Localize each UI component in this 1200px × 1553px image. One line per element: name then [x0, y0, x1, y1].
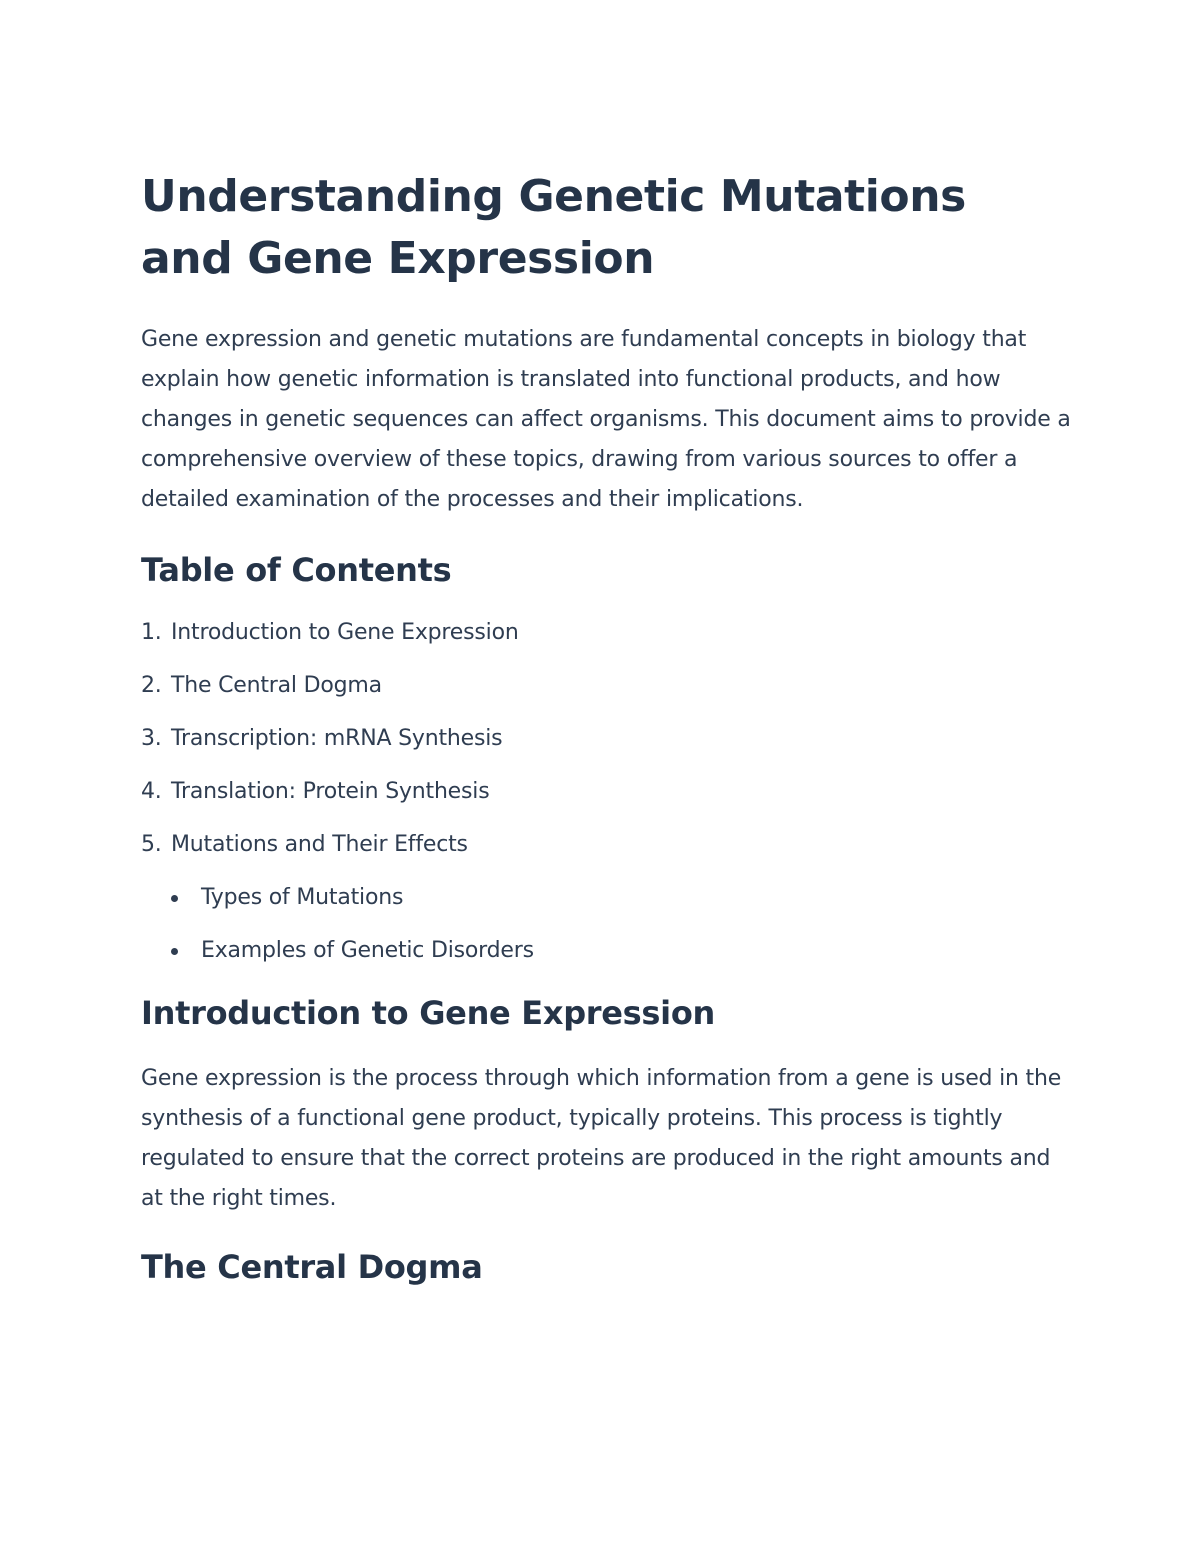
toc-item[interactable] — [141, 779, 1071, 805]
intro-paragraph: Gene expression and genetic mutations are fundamental concepts in biology that explain how genetic information is translated into functional products, and how changes in genetic sequences can affect organisms. This document aims to provide a comprehensive overview of these topics, drawing from various sources to offer a detailed examination of the processes and their implications. — [141, 327, 1071, 512]
toc-item-label: The Central Dogma — [171, 673, 382, 698]
toc-subitem-label: Examples of Genetic Disorders — [201, 938, 534, 963]
section-heading-central-dogma: The Central Dogma — [141, 1248, 483, 1286]
toc-heading: Table of Contents — [141, 551, 452, 589]
toc-item-number: 5. — [141, 832, 162, 857]
toc-subitem[interactable] — [141, 885, 1071, 911]
toc-item-number: 3. — [141, 726, 162, 751]
toc-item-label: Translation: Protein Synthesis — [171, 779, 490, 804]
toc-item[interactable] — [141, 673, 1071, 699]
toc-item[interactable] — [141, 620, 1071, 646]
section-intro-paragraph: Gene expression is the process through which information from a gene is used in the synthesis of a functional gene product, typically proteins. This process is tightly regulated to ensure that the correct proteins are produced in the right amounts and at the right times. — [141, 1066, 1062, 1211]
toc-item-label: Introduction to Gene Expression — [171, 620, 519, 645]
section-heading-intro: Introduction to Gene Expression — [141, 994, 716, 1032]
toc-sublist — [141, 885, 1071, 964]
toc-item-number: 2. — [141, 673, 162, 698]
toc-item-number: 4. — [141, 779, 162, 804]
table-of-contents — [141, 620, 1071, 964]
bullet-icon — [171, 895, 178, 902]
toc-item[interactable] — [141, 726, 1071, 752]
bullet-icon — [171, 948, 178, 955]
toc-subitem-label: Types of Mutations — [201, 885, 404, 910]
toc-item-label: Transcription: mRNA Synthesis — [171, 726, 503, 751]
toc-item[interactable] — [141, 832, 1071, 964]
toc-subitem[interactable] — [141, 938, 1071, 964]
document-title: Understanding Genetic Mutations and Gene Expression — [141, 171, 966, 284]
document-page — [141, 166, 1071, 1289]
toc-item-number: 1. — [141, 620, 162, 645]
toc-item-label: Mutations and Their Effects — [171, 832, 468, 857]
